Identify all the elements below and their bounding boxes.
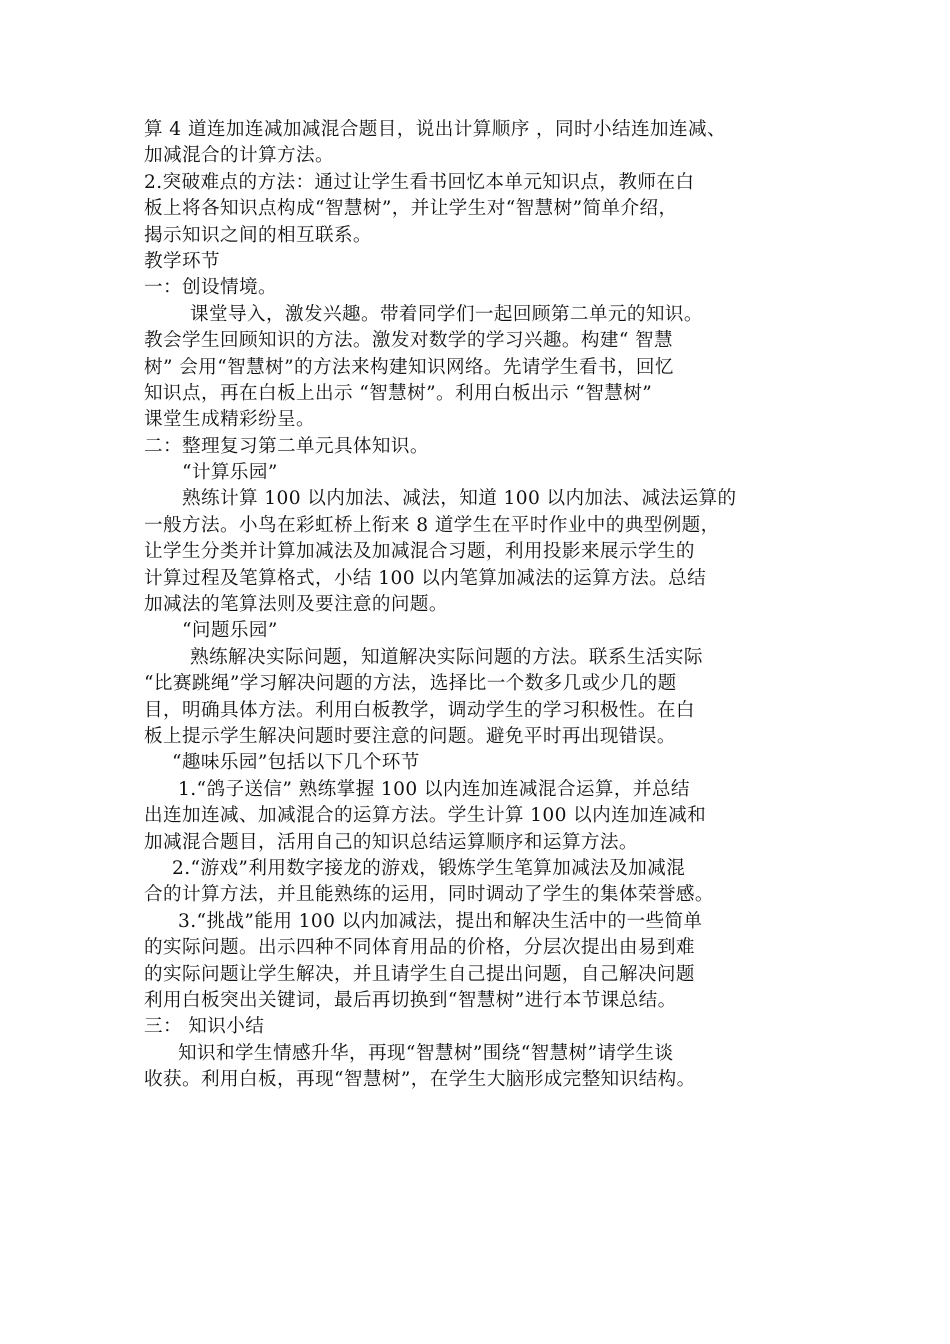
text-line: 三： 知识小结 <box>144 1016 265 1038</box>
text-line: 利用白板突出关键词，最后再切换到“智慧树”进行本节课总结。 <box>144 989 677 1011</box>
text-line: 揭示知识之间的相互联系。 <box>144 224 372 246</box>
text-line: 1.“鸽子送信” 熟练掌握 100 以内连加连减混合运算，并总结 <box>178 778 690 800</box>
text-line: 目，明确具体方法。利用白板教学，调动学生的学习积极性。在白 <box>144 699 695 721</box>
text-line: 课堂生成精彩纷呈。 <box>144 409 315 431</box>
text-line: “趣味乐园”包括以下几个环节 <box>172 752 420 774</box>
text-line: 教学环节 <box>144 250 220 272</box>
text-line: 知识点，再在白板上出示 “智慧树”。利用白板出示 “智慧树” <box>144 382 653 404</box>
text-line: 2.突破难点的方法：通过让学生看书回忆本单元知识点，教师在白 <box>144 171 695 193</box>
text-line: 合的计算方法，并且能熟练的运用，同时调动了学生的集体荣誉感。 <box>144 884 714 906</box>
text-line: 2.“游戏”利用数字接龙的游戏，锻炼学生笔算加减法及加减混 <box>172 857 686 879</box>
text-line: 加减混合题目，活用自己的知识总结运算顺序和运算方法。 <box>144 831 638 853</box>
text-line: 树” 会用“智慧树”的方法来构建知识网络。先请学生看书，回忆 <box>144 356 674 378</box>
text-line: 算 4 道连加连减加减混合题目，说出计算顺序 ，同时小结连加连减、 <box>144 119 726 140</box>
text-line: “比赛跳绳”学习解决问题的方法，选择比一个数多几或少几的题 <box>144 673 677 695</box>
text-line: 课堂导入，激发兴趣。带着同学们一起回顾第二单元的知识。 <box>190 303 703 325</box>
text-line: “问题乐园” <box>182 620 278 642</box>
text-line: 板上将各知识点构成“智慧树”，并让学生对“智慧树”简单介绍， <box>144 198 678 220</box>
text-line: 加减混合的计算方法。 <box>144 145 334 167</box>
text-line: 的实际问题。出示四种不同体育用品的价格，分层次提出由易到难 <box>144 937 695 959</box>
text-line: 一般方法。小鸟在彩虹桥上衔来 8 道学生在平时作业中的典型例题， <box>144 514 720 536</box>
text-line: 熟练计算 100 以内加法、减法，知道 100 以内加法、减法运算的 <box>182 488 737 510</box>
text-line: 二：整理复习第二单元具体知识。 <box>144 435 429 457</box>
text-line: 计算过程及笔算格式，小结 100 以内笔算加减法的运算方法。总结 <box>144 567 707 589</box>
text-line: 让学生分类并计算加减法及加减混合习题，利用投影来展示学生的 <box>144 541 695 563</box>
text-line: “计算乐园” <box>182 462 278 484</box>
text-line: 一：创设情境。 <box>144 277 277 299</box>
text-line: 的实际问题让学生解决，并且请学生自己提出问题，自己解决问题 <box>144 963 695 985</box>
text-line: 收获。利用白板，再现“智慧树”，在学生大脑形成完整知识结构。 <box>144 1069 696 1091</box>
text-line: 教会学生回顾知识的方法。激发对数学的学习兴趣。构建“ 智慧 <box>144 330 674 352</box>
text-line: 出连加连减、加减混合的运算方法。学生计算 100 以内连加连减和 <box>144 805 707 827</box>
text-line: 3.“挑战”能用 100 以内加减法，提出和解决生活中的一些简单 <box>178 910 703 932</box>
text-line: 知识和学生情感升华，再现“智慧树”围绕“智慧树”请学生谈 <box>178 1042 674 1064</box>
text-line: 熟练解决实际问题，知道解决实际问题的方法。联系生活实际 <box>190 646 703 668</box>
text-line: 板上提示学生解决问题时要注意的问题。避免平时再出现错误。 <box>144 725 676 747</box>
document-page <box>144 117 844 1093</box>
text-line: 加减法的笔算法则及要注意的问题。 <box>144 594 448 616</box>
